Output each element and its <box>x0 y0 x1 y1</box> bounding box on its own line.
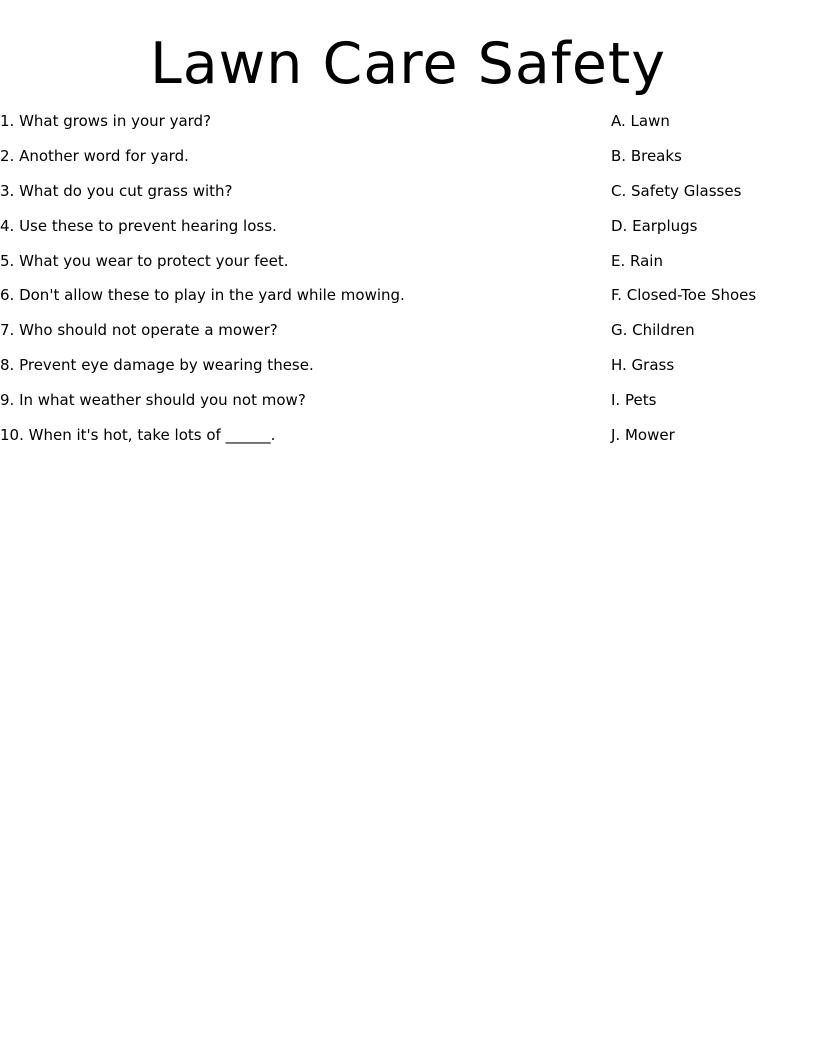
answer-option: I. Pets <box>611 391 657 410</box>
matching-row <box>0 320 816 355</box>
matching-row <box>0 355 816 390</box>
answer-option: J. Mower <box>611 426 675 445</box>
clue-text: 6. Don't allow these to play in the yard while mowing. <box>0 286 405 305</box>
clue-text: 10. When it's hot, take lots of ______. <box>0 426 276 445</box>
answer-option: B. Breaks <box>611 146 682 165</box>
clue-text: 4. Use these to prevent hearing loss. <box>0 216 277 235</box>
answer-option: C. Safety Glasses <box>611 181 742 200</box>
matching-row <box>0 390 816 425</box>
matching-row <box>0 251 816 286</box>
matching-row <box>0 146 816 181</box>
matching-row <box>0 111 816 146</box>
clue-text: 8. Prevent eye damage by wearing these. <box>0 356 314 375</box>
clue-text: 9. In what weather should you not mow? <box>0 391 306 410</box>
answer-option: D. Earplugs <box>611 216 698 235</box>
matching-row <box>0 285 816 320</box>
answer-option: E. Rain <box>611 251 663 270</box>
answer-option: A. Lawn <box>611 112 670 130</box>
clue-text: 2. Another word for yard. <box>0 146 189 165</box>
matching-list <box>0 111 816 460</box>
clue-text: 5. What you wear to protect your feet. <box>0 251 289 270</box>
answer-option: H. Grass <box>611 356 675 375</box>
matching-row <box>0 216 816 251</box>
page-title: Lawn Care Safety <box>150 31 666 97</box>
clue-text: 3. What do you cut grass with? <box>0 181 233 200</box>
answer-option: G. Children <box>611 321 695 340</box>
clue-text: 7. Who should not operate a mower? <box>0 321 278 340</box>
matching-row <box>0 425 816 460</box>
answer-option: F. Closed-Toe Shoes <box>611 286 757 305</box>
matching-row <box>0 181 816 216</box>
clue-text: 1. What grows in your yard? <box>0 112 212 130</box>
